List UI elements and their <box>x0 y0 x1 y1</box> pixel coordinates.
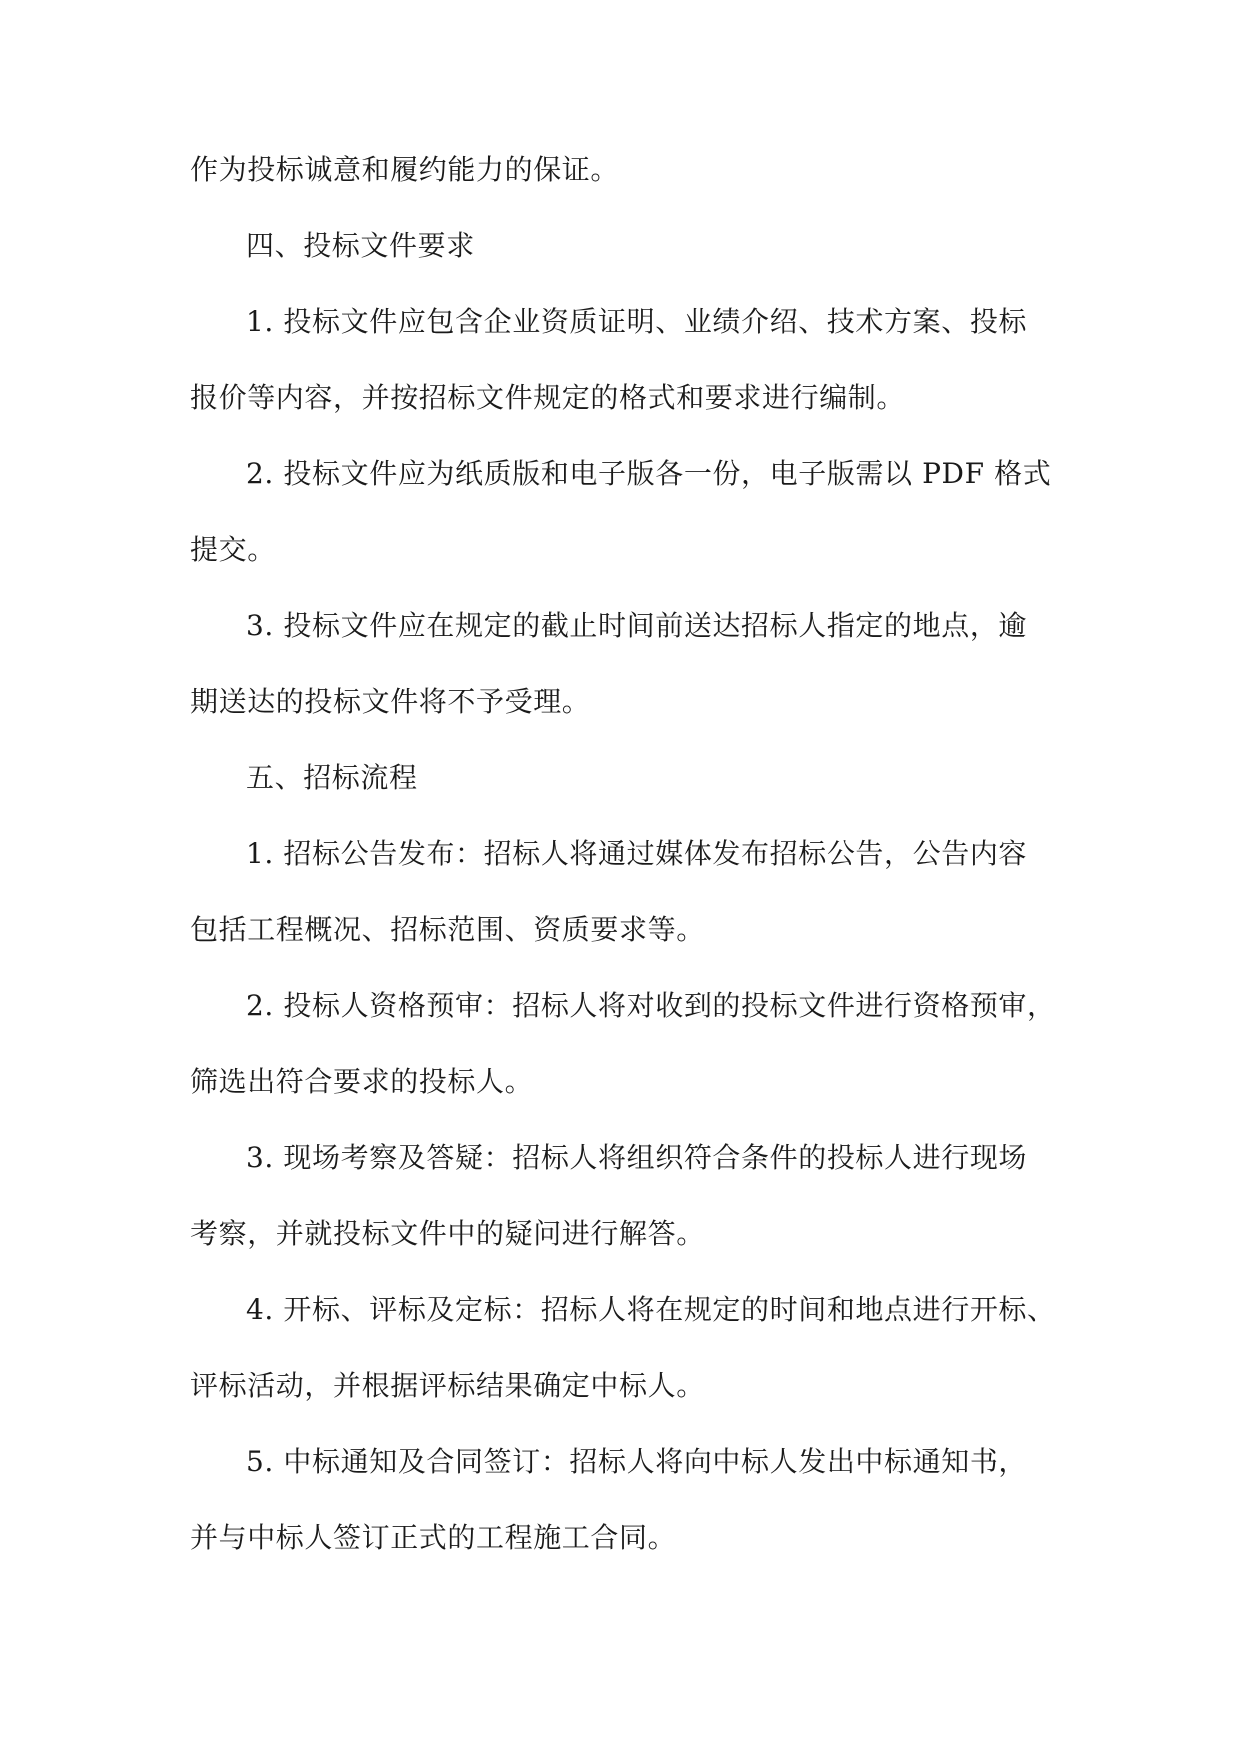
requirement-3-line-2: 期送达的投标文件将不予受理。 <box>190 685 591 718</box>
requirement-1-line-2: 报价等内容，并按招标文件规定的格式和要求进行编制。 <box>190 381 906 414</box>
section-heading-bidding-process: 五、招标流程 <box>246 761 418 794</box>
process-2-line-1: 2. 投标人资格预审：招标人将对收到的投标文件进行资格预审， <box>246 989 1056 1022</box>
requirement-2-line-1: 2. 投标文件应为纸质版和电子版各一份，电子版需以 PDF 格式 <box>246 457 1052 490</box>
section-heading-bid-document-requirements: 四、投标文件要求 <box>246 229 475 262</box>
process-1-line-2: 包括工程概况、招标范围、资质要求等。 <box>190 913 705 946</box>
process-3-line-1: 3. 现场考察及答疑：招标人将组织符合条件的投标人进行现场 <box>246 1141 1028 1174</box>
process-4-line-2: 评标活动，并根据评标结果确定中标人。 <box>190 1369 705 1402</box>
process-5-line-2: 并与中标人签订正式的工程施工合同。 <box>190 1521 677 1554</box>
requirement-1-line-1: 1. 投标文件应包含企业资质证明、业绩介绍、技术方案、投标 <box>246 305 1028 338</box>
process-3-line-2: 考察，并就投标文件中的疑问进行解答。 <box>190 1217 705 1250</box>
requirement-2-line-2: 提交。 <box>190 533 276 566</box>
process-5-line-1: 5. 中标通知及合同签订：招标人将向中标人发出中标通知书， <box>246 1445 1028 1478</box>
paragraph-continuation: 作为投标诚意和履约能力的保证。 <box>190 153 620 186</box>
process-2-line-2: 筛选出符合要求的投标人。 <box>190 1065 534 1098</box>
requirement-3-line-1: 3. 投标文件应在规定的截止时间前送达招标人指定的地点，逾 <box>246 609 1028 642</box>
process-4-line-1: 4. 开标、评标及定标：招标人将在规定的时间和地点进行开标、 <box>246 1293 1056 1326</box>
process-1-line-1: 1. 招标公告发布：招标人将通过媒体发布招标公告，公告内容 <box>246 837 1028 870</box>
